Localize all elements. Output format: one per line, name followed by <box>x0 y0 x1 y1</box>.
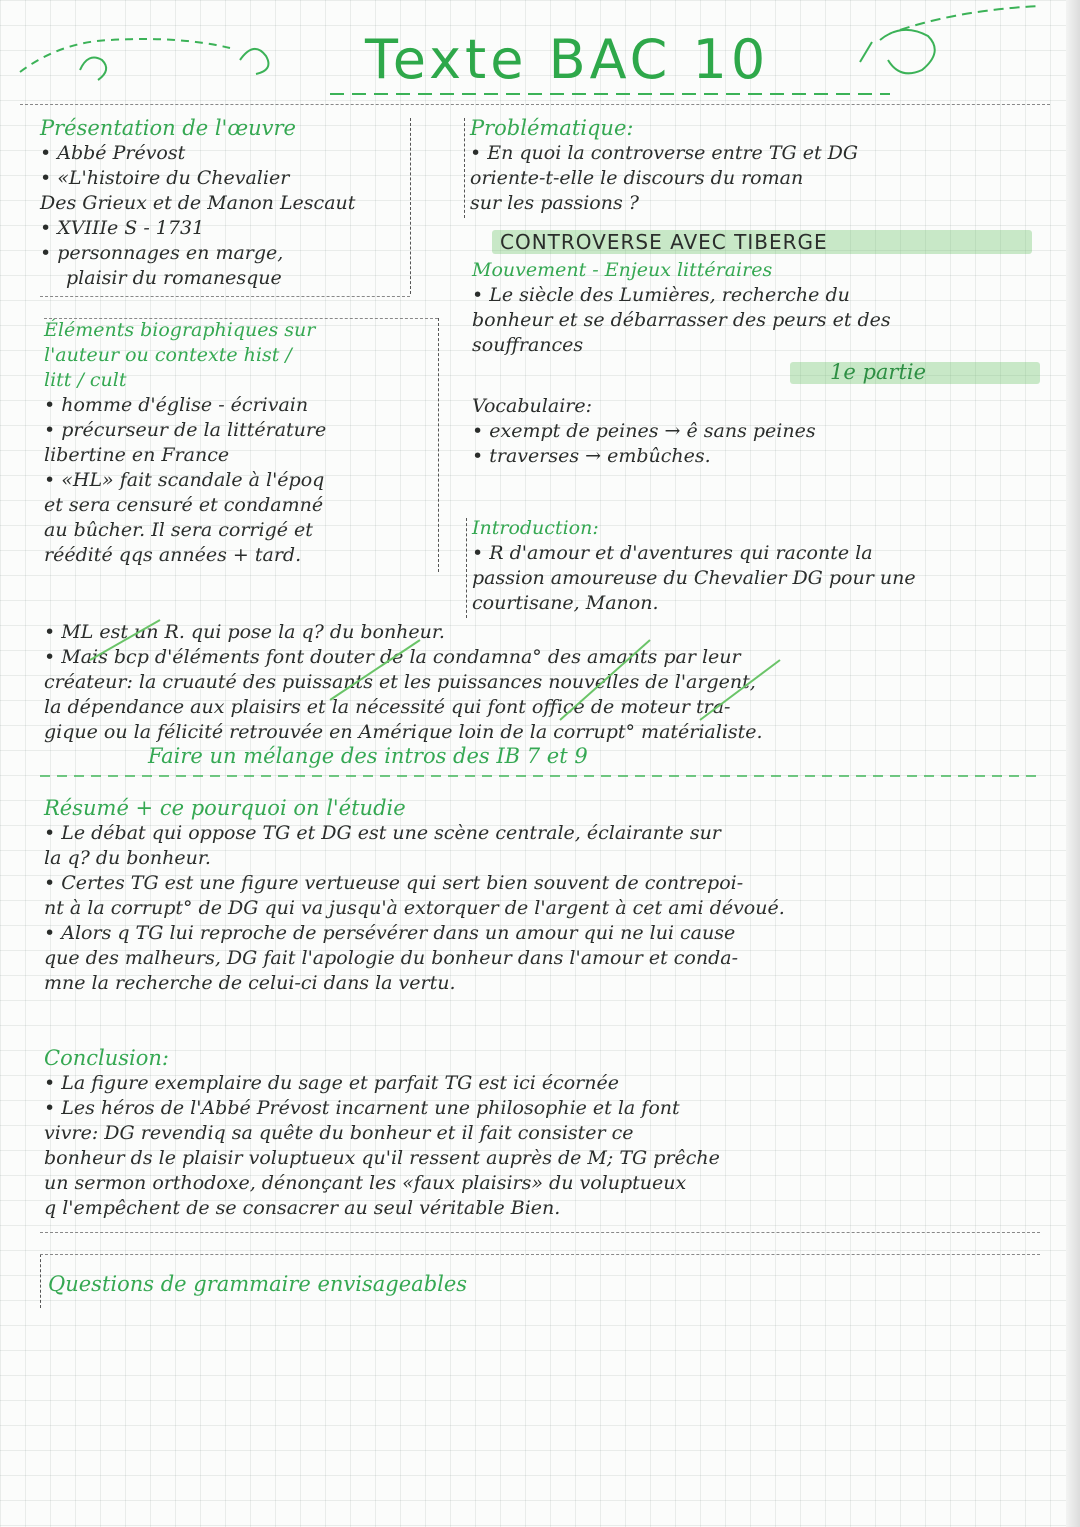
intro-cont-line: gique ou la félicité retrouvée en Amérique loin de la corrupt° matérialiste. <box>44 721 763 743</box>
problematique-line: oriente-t-elle le discours du roman <box>470 167 804 189</box>
problematique-line: sur les passions ? <box>470 192 639 214</box>
page-title: Texte BAC 10 <box>365 28 770 91</box>
resume-line: nt à la corrupt° de DG qui va jusqu'à extorquer de l'argent à cet ami dévoué. <box>44 897 785 919</box>
conclusion-line: un sermon orthodoxe, dénonçant les «faux plaisirs» du voluptueux <box>44 1172 687 1194</box>
controverse-line: • Le siècle des Lumières, recherche du <box>472 284 850 306</box>
intro-cont-line: • ML est un R. qui pose la q? du bonheur. <box>44 621 445 643</box>
introduction-line: • R d'amour et d'aventures qui raconte la <box>472 542 873 564</box>
presentation-line: Des Grieux et de Manon Lescaut <box>40 192 356 214</box>
presentation-heading: Présentation de l'œuvre <box>40 116 296 140</box>
biographie-heading: Éléments biographiques sur <box>44 319 316 341</box>
grammaire-border <box>40 1254 41 1308</box>
intro-cont-line: créateur: la cruauté des puissants et les puissances nouvelles de l'argent, <box>44 671 756 693</box>
intro-cont-line: • Mais bcp d'éléments font douter de la condamna° des amants par leur <box>44 646 741 668</box>
biographie-line: et sera censuré et condamné <box>44 494 324 516</box>
resume-line: la q? du bonheur. <box>44 847 211 869</box>
controverse-heading: CONTROVERSE AVEC TIBERGE <box>500 230 828 254</box>
resume-section <box>44 796 785 996</box>
presentation-line: plaisir du romanesque <box>66 267 282 289</box>
conclusion-line: • Les héros de l'Abbé Prévost incarnent une philosophie et la font <box>44 1097 680 1119</box>
conclusion-section <box>44 1046 720 1221</box>
introduction-line: passion amoureuse du Chevalier DG pour une <box>472 567 916 589</box>
biographie-line: libertine en France <box>44 444 230 466</box>
resume-heading: Résumé + ce pourquoi on l'étudie <box>44 796 406 820</box>
intro-note: Faire un mélange des intros des IB 7 et 9 <box>148 744 588 768</box>
biographie-line: • «HL» fait scandale à l'époq <box>44 469 325 491</box>
resume-line: que des malheurs, DG fait l'apologie du bonheur dans l'amour et conda- <box>44 947 738 969</box>
conclusion-line: q l'empêchent de se consacrer au seul véritable Bien. <box>44 1197 561 1219</box>
conclusion-line: vivre: DG revendiq sa quête du bonheur et il fait consister ce <box>44 1122 634 1144</box>
biographie-line: • précurseur de la littérature <box>44 419 327 441</box>
conclusion-line: bonheur ds le plaisir voluptueux qu'il ressent auprès de M; TG prêche <box>44 1147 720 1169</box>
presentation-line: • personnages en marge, <box>40 242 284 264</box>
presentation-line: • XVIIIe S - 1731 <box>40 217 205 239</box>
problematique-line: • En quoi la controverse entre TG et DG <box>470 142 859 164</box>
intro-cont-line: la dépendance aux plaisirs et la nécessité qui font office de moteur tra- <box>44 696 731 718</box>
presentation-line: • «L'histoire du Chevalier <box>40 167 290 189</box>
introduction-heading: Introduction: <box>472 517 599 539</box>
biographie-heading: l'auteur ou contexte hist / <box>44 344 292 366</box>
conclusion-rule <box>40 1232 1040 1233</box>
conclusion-line: • La figure exemplaire du sage et parfait TG est ici écornée <box>44 1072 619 1094</box>
vocabulaire-line: • exempt de peines → ê sans peines <box>472 420 816 442</box>
part-label: 1e partie <box>830 360 927 384</box>
introduction-line: courtisane, Manon. <box>472 592 659 614</box>
grammaire-heading: Questions de grammaire envisageables <box>48 1272 468 1296</box>
resume-line: • Certes TG est une figure vertueuse qui sert bien souvent de contrepoi- <box>44 872 744 894</box>
biographie-line: au bûcher. Il sera corrigé et <box>44 519 313 541</box>
controverse-subheading: Mouvement - Enjeux littéraires <box>472 259 773 281</box>
controverse-line: souffrances <box>472 334 584 356</box>
biographie-line: réédité qqs années + tard. <box>44 544 302 566</box>
grammaire-rule <box>40 1254 1040 1255</box>
presentation-line: • Abbé Prévost <box>40 142 186 164</box>
vocabulaire-line: • traverses → embûches. <box>472 445 711 467</box>
problematique-heading: Problématique: <box>470 116 634 140</box>
resume-line: • Alors q TG lui reproche de persévérer dans un amour qui ne lui cause <box>44 922 736 944</box>
vocabulaire-heading: Vocabulaire: <box>472 395 592 417</box>
resume-line: mne la recherche de celui-ci dans la vertu. <box>44 972 456 994</box>
resume-line: • Le débat qui oppose TG et DG est une scène centrale, éclairante sur <box>44 822 721 844</box>
biographie-heading: litt / cult <box>44 369 127 391</box>
conclusion-heading: Conclusion: <box>44 1046 169 1070</box>
controverse-line: bonheur et se débarrasser des peurs et des <box>472 309 891 331</box>
biographie-line: • homme d'église - écrivain <box>44 394 309 416</box>
